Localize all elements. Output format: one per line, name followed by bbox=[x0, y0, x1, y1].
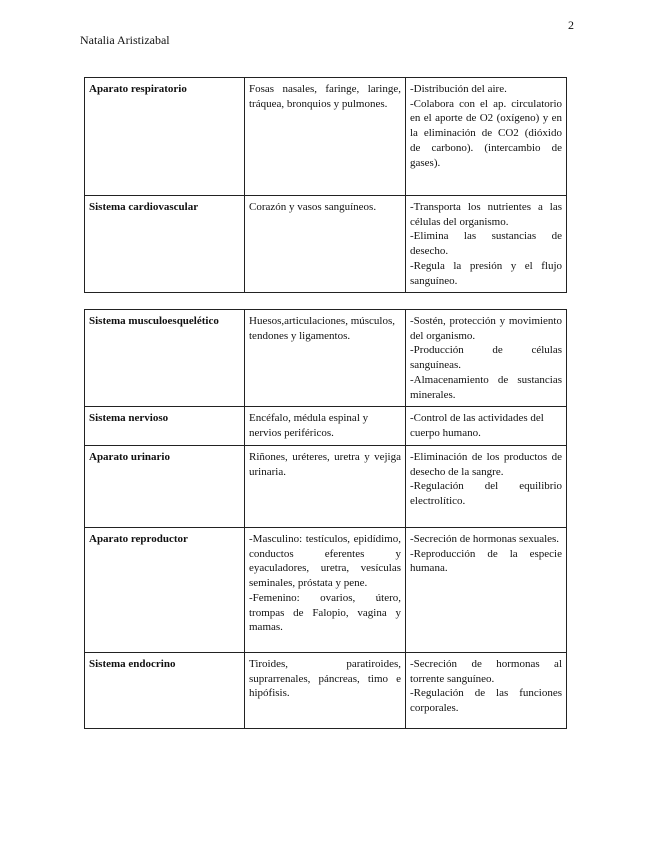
table-row bbox=[85, 78, 567, 196]
function-item: -Eliminación de los productos de desecho de la sangre. bbox=[410, 451, 562, 478]
function-item: -Secreción de hormonas al torrente sanguíneo. bbox=[410, 658, 562, 685]
organs-text: Huesos,articulaciones, músculos, tendones y ligamentos. bbox=[249, 315, 396, 342]
organs-text: -Masculino: testículos, epidídimo, conductos eferentes y eyaculadores, uretra, vesículas seminales, próstata y pene. bbox=[249, 533, 401, 590]
systems-table-1 bbox=[84, 77, 567, 293]
organs-text: Tiroides, paratiroides, suprarrenales, páncreas, timo e hipófisis. bbox=[249, 658, 401, 700]
function-item: -Reproducción de la especie humana. bbox=[410, 547, 562, 575]
functions-cell bbox=[406, 653, 567, 729]
system-name: Aparato reproductor bbox=[85, 528, 245, 653]
organs-cell bbox=[245, 528, 406, 653]
organs-cell bbox=[245, 310, 406, 407]
functions-cell bbox=[406, 407, 567, 446]
system-name: Aparato urinario bbox=[85, 446, 245, 528]
function-item: -Control de las actividades del cuerpo humano. bbox=[410, 412, 544, 439]
systems-table-2 bbox=[84, 309, 567, 729]
function-item: -Transporta los nutrientes a las células del organismo. bbox=[410, 201, 562, 228]
functions-cell bbox=[406, 310, 567, 407]
page-number: 2 bbox=[568, 18, 574, 32]
system-name: Sistema nervioso bbox=[85, 407, 245, 446]
functions-cell bbox=[406, 446, 567, 528]
functions-cell bbox=[406, 78, 567, 196]
functions-cell bbox=[406, 196, 567, 293]
organs-cell bbox=[245, 653, 406, 729]
function-item: -Sostén, protección y movimiento del organismo. bbox=[410, 315, 562, 342]
organs-text: Riñones, uréteres, uretra y vejiga urinaria. bbox=[249, 451, 401, 478]
organs-text: Corazón y vasos sanguíneos. bbox=[249, 201, 377, 213]
organs-text: Fosas nasales, faringe, laringe, tráquea, bronquios y pulmones. bbox=[249, 83, 401, 110]
function-item: -Distribución del aire. bbox=[410, 83, 507, 95]
author-name: Natalia Aristizabal bbox=[80, 33, 170, 47]
system-name: Aparato respiratorio bbox=[85, 78, 245, 196]
function-item: -Secreción de hormonas sexuales. bbox=[410, 533, 560, 545]
system-name: Sistema endocrino bbox=[85, 653, 245, 729]
system-name: Sistema cardiovascular bbox=[85, 196, 245, 293]
table-row bbox=[85, 446, 567, 528]
function-item: -Colabora con el ap. circulatorio en el aporte de O2 (oxígeno) y en la eliminación de CO2 (dióxido de carbono). (intercambio de gases). bbox=[410, 97, 562, 169]
function-item: -Almacenamiento de sustancias minerales. bbox=[410, 373, 562, 401]
function-item: -Producción de células sanguíneas. bbox=[410, 344, 562, 372]
organs-text: -Femenino: ovarios, útero, trompas de Falopio, vagina y mamas. bbox=[249, 591, 401, 634]
organs-cell bbox=[245, 196, 406, 293]
organs-cell bbox=[245, 78, 406, 196]
functions-cell bbox=[406, 528, 567, 653]
table-row bbox=[85, 310, 567, 407]
function-item: -Regulación de las funciones corporales. bbox=[410, 687, 562, 715]
table-row bbox=[85, 196, 567, 293]
function-item: -Elimina las sustancias de desecho. bbox=[410, 230, 562, 258]
organs-text: Encéfalo, médula espinal y nervios periféricos. bbox=[249, 412, 369, 439]
table-row bbox=[85, 653, 567, 729]
function-item: -Regula la presión y el flujo sanguíneo. bbox=[410, 259, 562, 287]
system-name: Sistema musculoesquelético bbox=[85, 310, 245, 407]
table-row bbox=[85, 528, 567, 653]
function-item: -Regulación del equilibrio electrolítico. bbox=[410, 480, 562, 508]
organs-cell bbox=[245, 407, 406, 446]
table-row bbox=[85, 407, 567, 446]
organs-cell bbox=[245, 446, 406, 528]
